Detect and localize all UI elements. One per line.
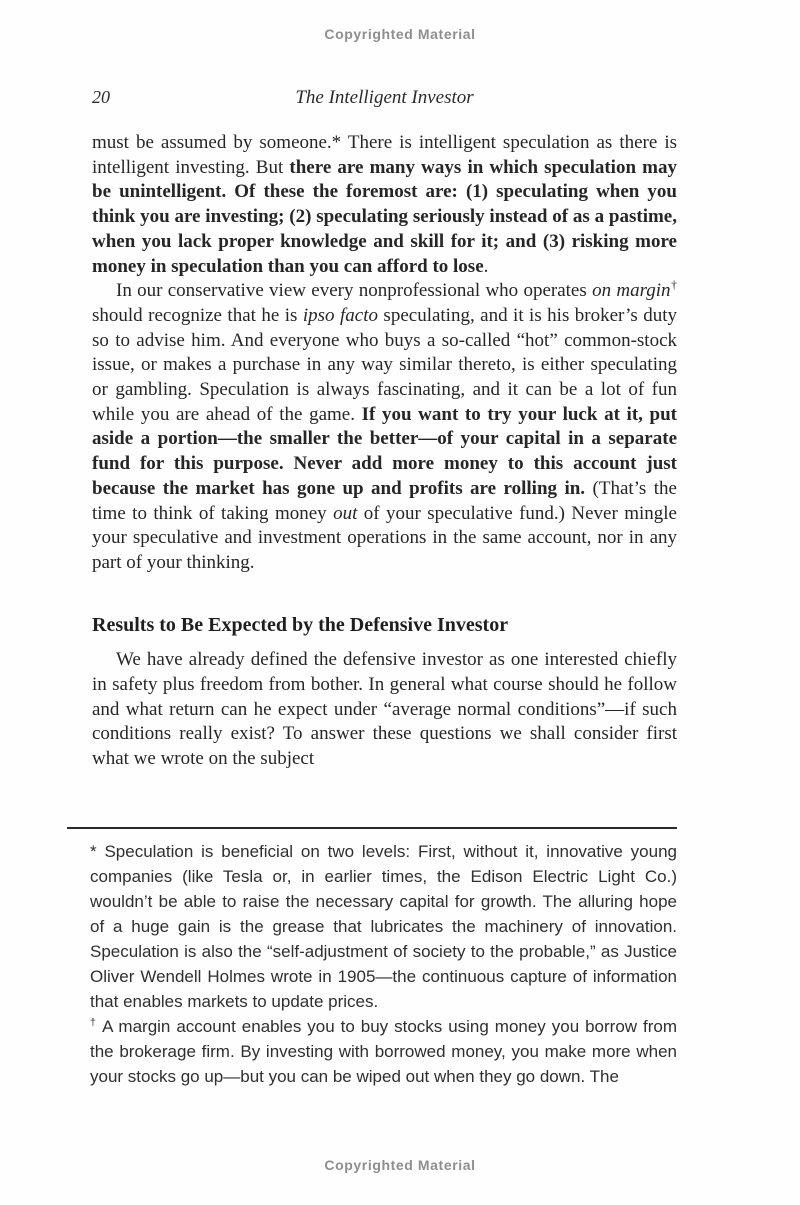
footnote-block (67, 827, 677, 1089)
paragraph-margin-advice: In our conservative view every nonprofessional who operates on margin† should recognize that he is ipso facto speculating, and it is his broker’s duty so to advise him. And everyone who buys a so-called “hot” common-stock issue, or makes a purchase in any way similar thereto, is either speculating or gambling. Speculation is always fascinating, and it can be a lot of fun while you are ahead of the game. If you want to try your luck at it, put aside a portion—the smaller the better—of your capital in a separate fund for this purpose. Never add more money to this account just because the market has gone up and profits are rolling in. (That’s the time to think of taking money out of your speculative fund.) Never mingle your speculative and investment operations in the same account, nor in any part of your thinking. (92, 278, 677, 573)
footnote-rule (67, 827, 677, 829)
paragraph-speculation-continued: must be assumed by someone.* There is intelligent speculation as there is intelligent investing. But there are many ways in which speculation may be unintelligent. Of these the foremost are: (1) speculating when you think you are investing; (2) speculating seriously instead of as a pastime, when you lack proper knowledge and skill for it; and (3) risking more money in speculation than you can afford to lose. (92, 132, 678, 277)
running-title: The Intelligent Investor (295, 87, 474, 108)
body-text (92, 131, 677, 772)
copyright-notice-bottom: Copyrighted Material (324, 1157, 476, 1173)
copyright-notice-top: Copyrighted Material (324, 26, 476, 42)
paragraph-defensive-investor: We have already defined the defensive investor as one interested chiefly in safety plus freedom from bother. In general what course should he follow and what return can he expect under “average normal conditions”—if such conditions really exist? To answer these questions we shall consider first what we wrote on the subject (92, 649, 677, 770)
section-heading: Results to Be Expected by the Defensive Investor (92, 613, 509, 636)
footnote-asterisk: * Speculation is beneficial on two levels: First, without it, innovative young companies (like Tesla or, in earlier times, the Edison Electric Light Co.) wouldn’t be able to raise the necessary capital for growth. The alluring hope of a huge gain is the grease that lubricates the machinery of innovation. Speculation is also the “self-adjustment of society to the probable,” as Justice Oliver Wendell Holmes wrote in 1905—the continuous capture of information that enables markets to update prices. (90, 842, 677, 1011)
footnote-dagger: † A margin account enables you to buy stocks using money you borrow from the brokerage firm. By investing with borrowed money, you make more when your stocks go up—but you can be wiped out when they go down. The (90, 1016, 677, 1086)
page-header (92, 87, 677, 113)
page-number: 20 (92, 87, 110, 107)
